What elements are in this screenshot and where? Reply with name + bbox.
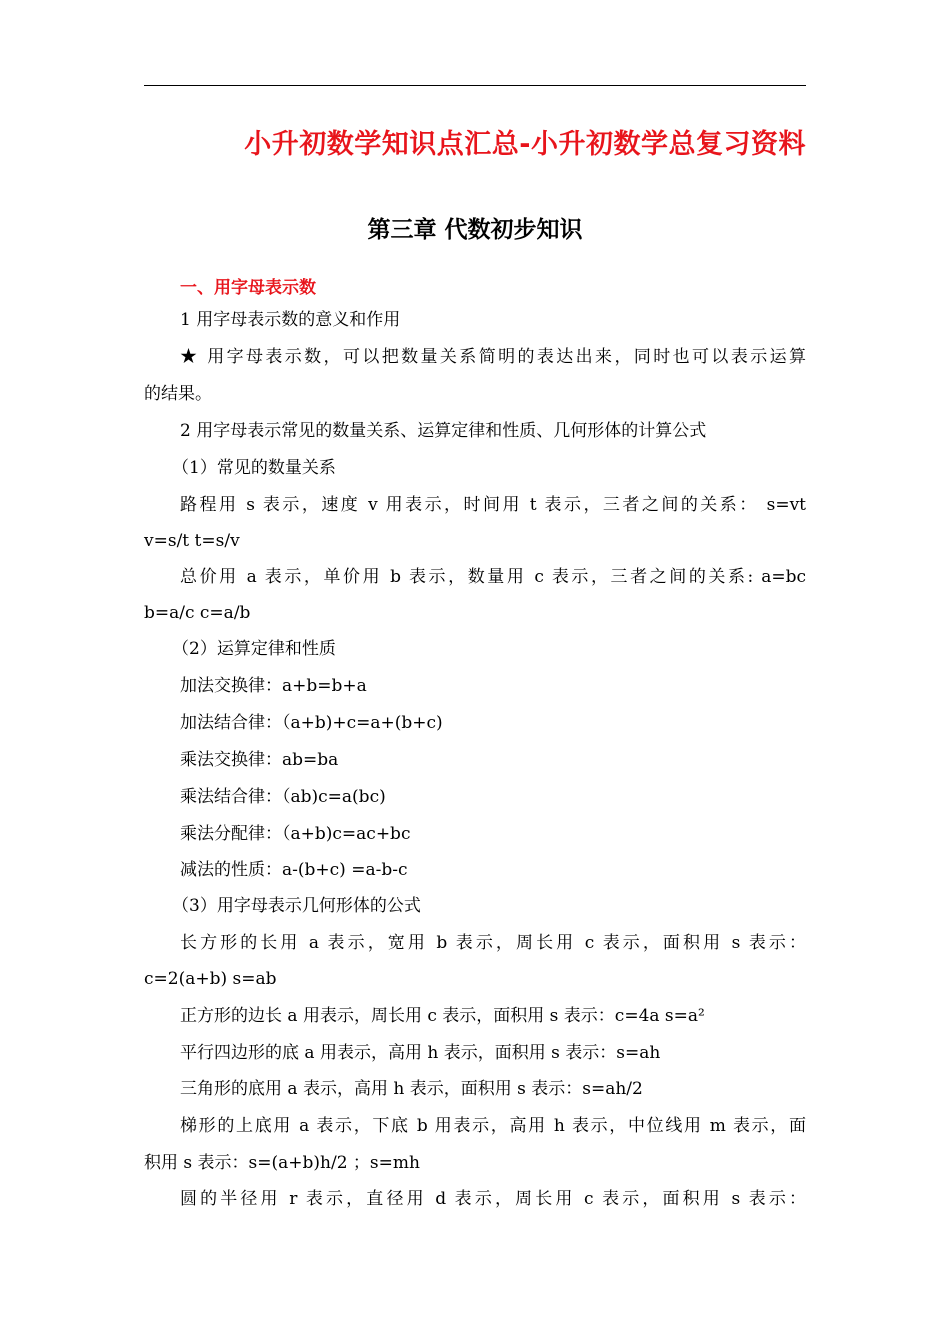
paragraph-line: ★ 用字母表示数，可以把数量关系简明的表达出来，同时也可以表示运算 xyxy=(180,347,806,367)
subheading-line: （3）用字母表示几何形体的公式 xyxy=(172,896,421,916)
subheading-line: （1）常见的数量关系 xyxy=(172,458,336,478)
formula-line: v=s/t t=s/v xyxy=(144,531,240,551)
formula-line: 乘法交换律：ab=ba xyxy=(180,750,339,770)
paragraph-line: 长方形的长用 a 表示，宽用 b 表示，周长用 c 表示，面积用 s 表示： xyxy=(180,933,806,953)
paragraph-line: 圆的半径用 r 表示，直径用 d 表示，周长用 c 表示，面积用 s 表示： xyxy=(180,1189,806,1209)
paragraph-line: 正方形的边长 a 用表示，周长用 c 表示，面积用 s 表示：c=4a s=a² xyxy=(180,1006,705,1026)
paragraph-line: 积用 s 表示：s=(a+b)h/2 ；s=mh xyxy=(144,1153,420,1173)
formula-line: 乘法分配律：（a+b)c=ac+bc xyxy=(180,824,411,844)
document-title: 小升初数学知识点汇总-小升初数学总复习资料 xyxy=(244,129,806,160)
chapter-heading: 第三章 代数初步知识 xyxy=(367,217,583,243)
formula-line: c=2(a+b) s=ab xyxy=(144,969,277,989)
paragraph-line: 的结果。 xyxy=(144,384,212,404)
header-rule xyxy=(144,85,806,86)
formula-line: 减法的性质：a-(b+c) =a-b-c xyxy=(180,860,408,880)
paragraph-line: 总价用 a 表示，单价用 b 表示，数量用 c 表示，三者之间的关系: a=bc xyxy=(180,567,806,587)
paragraph-line: 三角形的底用 a 表示，高用 h 表示，面积用 s 表示：s=ah/2 xyxy=(180,1079,643,1099)
section-heading: 一、用字母表示数 xyxy=(180,278,316,298)
paragraph-line: 路程用 s 表示，速度 v 用表示，时间用 t 表示，三者之间的关系： s=vt xyxy=(180,495,806,515)
formula-line: 加法结合律：（a+b)+c=a+(b+c) xyxy=(180,713,443,733)
subheading-line: （2）运算定律和性质 xyxy=(172,639,336,659)
paragraph-line: 1 用字母表示数的意义和作用 xyxy=(180,310,401,330)
paragraph-line: 2 用字母表示常见的数量关系、运算定律和性质、几何形体的计算公式 xyxy=(180,421,707,441)
formula-line: b=a/c c=a/b xyxy=(144,603,251,623)
paragraph-line: 梯形的上底用 a 表示，下底 b 用表示，高用 h 表示，中位线用 m 表示，面 xyxy=(180,1116,806,1136)
paragraph-line: 平行四边形的底 a 用表示，高用 h 表示，面积用 s 表示：s=ah xyxy=(180,1043,661,1063)
formula-line: 乘法结合律：（ab)c=a(bc) xyxy=(180,787,386,807)
formula-line: 加法交换律：a+b=b+a xyxy=(180,676,367,696)
